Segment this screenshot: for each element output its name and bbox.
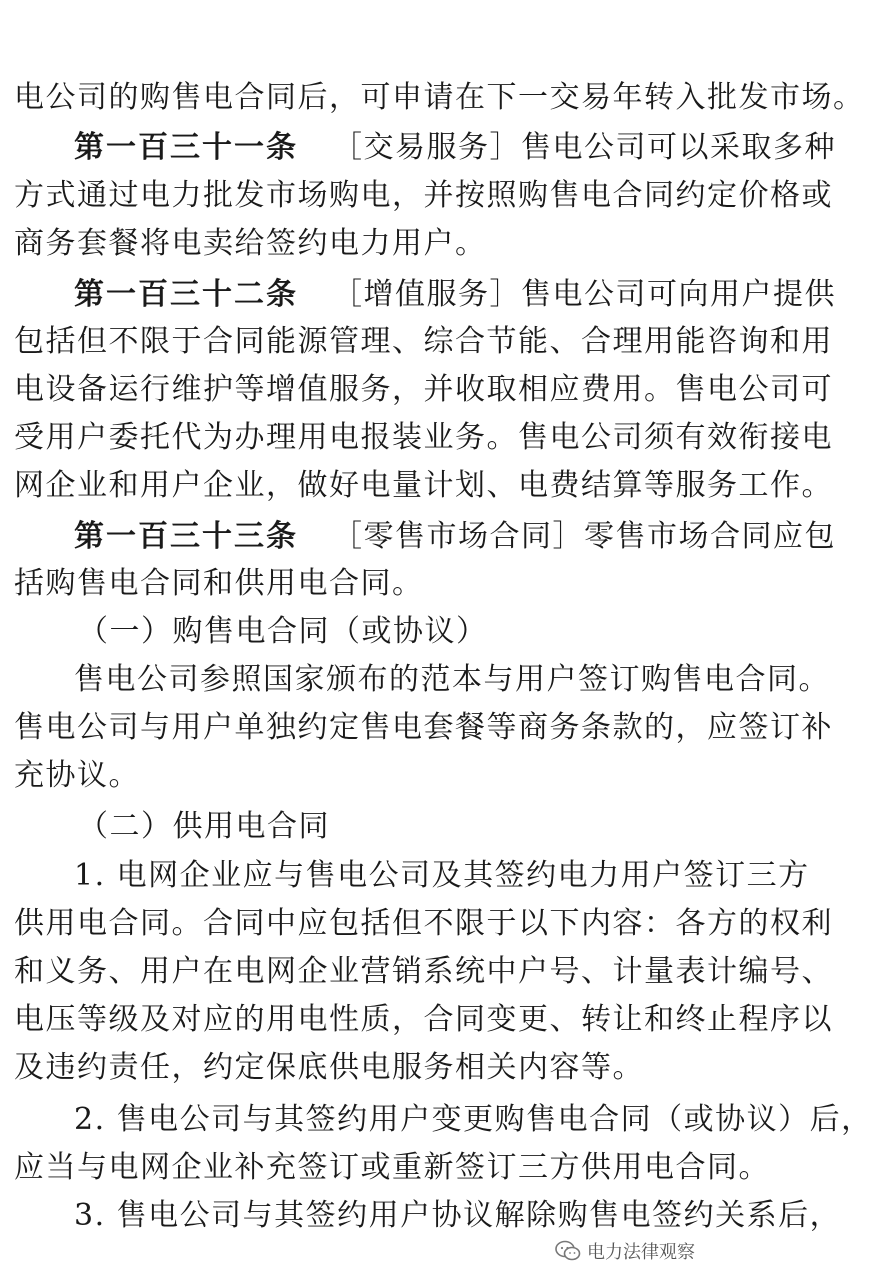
- text-line: 售电公司与用户单独约定售电套餐等商务条款的，应签订补: [14, 710, 833, 745]
- text-line: 3. 售电公司与其签约用户协议解除购售电签约关系后，: [74, 1198, 842, 1233]
- text-line: 售电公司参照国家颁布的范本与用户签订购售电合同。: [74, 662, 830, 697]
- text-line: 电公司的购售电合同后，可申请在下一交易年转入批发市场。: [14, 80, 865, 115]
- article-131: [74, 128, 836, 168]
- text-line: 供用电合同。合同中应包括但不限于以下内容：各方的权利: [14, 906, 833, 941]
- article-text: ［交易服务］售电公司可以采取多种: [332, 130, 836, 165]
- text-line: 1. 电网企业应与售电公司及其签约电力用户签订三方: [74, 858, 810, 893]
- section-heading: （二）供用电合同: [78, 809, 330, 844]
- watermark-text: 电力法律观察: [587, 1242, 695, 1263]
- article-title: 第一百三十三条: [74, 519, 298, 554]
- text-line: 及违约责任，约定保底供电服务相关内容等。: [14, 1050, 644, 1085]
- text-line: 电设备运行维护等增值服务，并收取相应费用。售电公司可: [14, 372, 833, 407]
- article-133: [74, 517, 836, 557]
- article-title: 第一百三十二条: [74, 277, 298, 312]
- text-line: 充协议。: [14, 758, 140, 793]
- section-heading: （一）购售电合同（或协议）: [78, 614, 488, 649]
- watermark: [551, 1236, 699, 1266]
- text-line: 电压等级及对应的用电性质，合同变更、转让和终止程序以: [14, 1002, 833, 1037]
- text-line: 2. 售电公司与其签约用户变更购售电合同（或协议）后，: [74, 1102, 873, 1137]
- text-line: 受用户委托代为办理用电报装业务。售电公司须有效衔接电: [14, 420, 833, 455]
- article-title: 第一百三十一条: [74, 130, 298, 165]
- article-text: ［增值服务］售电公司可向用户提供: [332, 277, 836, 312]
- text-line: 方式通过电力批发市场购电，并按照购售电合同约定价格或: [14, 178, 833, 213]
- article-132: [74, 275, 836, 315]
- text-line: 商务套餐将电卖给签约电力用户。: [14, 226, 487, 261]
- text-line: 括购售电合同和供用电合同。: [14, 566, 424, 601]
- text-line: 包括但不限于合同能源管理、综合节能、合理用能咨询和用: [14, 324, 833, 359]
- text-line: 网企业和用户企业，做好电量计划、电费结算等服务工作。: [14, 468, 833, 503]
- text-line: 和义务、用户在电网企业营销系统中户号、计量表计编号、: [14, 954, 833, 989]
- wechat-icon: [555, 1240, 581, 1262]
- article-text: ［零售市场合同］零售市场合同应包: [332, 519, 836, 554]
- text-line: 应当与电网企业补充签订或重新签订三方供用电合同。: [14, 1150, 770, 1185]
